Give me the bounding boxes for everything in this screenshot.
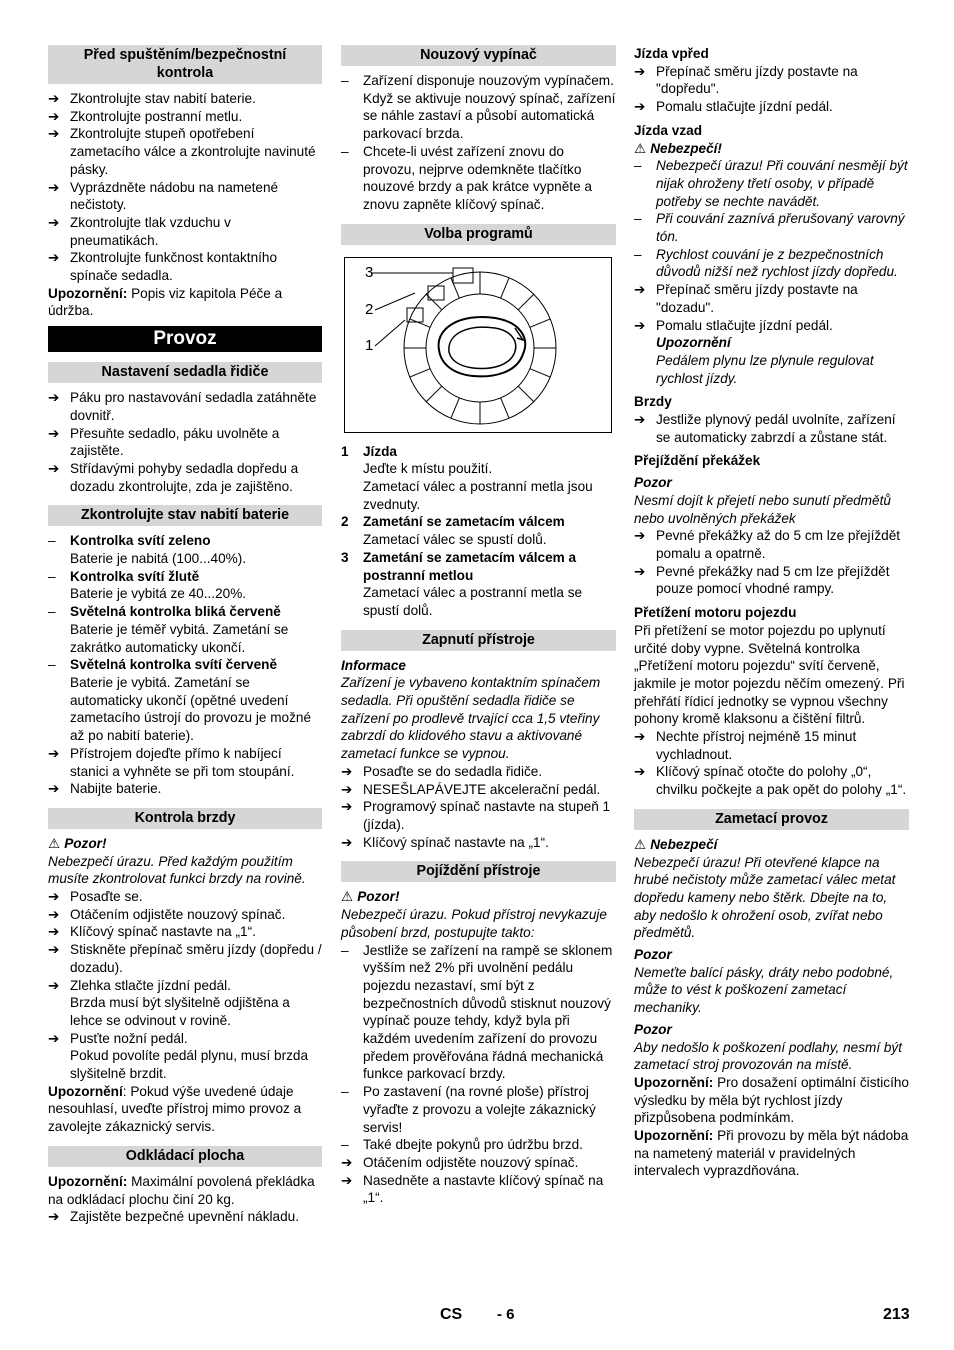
arrow-icon: ➔ — [48, 781, 60, 797]
item-text: Páku pro nastavování sedadla zatáhněte dovnitř. — [70, 390, 317, 423]
arrow-icon: ➔ — [48, 126, 60, 142]
warning-heading — [634, 140, 909, 158]
instruction-item — [48, 389, 322, 424]
item-text: Posaďte se do sedadla řidiče. — [363, 763, 543, 779]
dash-marker: – — [634, 246, 642, 262]
item-text: Chcete-li uvést zařízení znovu do provozu, nejprve odemkněte tlačítko nouzové brzdy a pak krátce vypněte a znovu zapněte klíčový spínač. — [363, 143, 592, 212]
warning-label: Pozor! — [64, 835, 107, 851]
note-paragraph — [48, 285, 322, 320]
item-text: Po zastavení (na rovné ploše) přístroj vyřaďte z provozu a volejte zákaznický servis! — [363, 1084, 596, 1135]
note-heading: Pozor — [634, 475, 672, 491]
instruction-item — [48, 249, 322, 284]
arrow-icon: ➔ — [634, 282, 646, 298]
arrow-icon: ➔ — [48, 924, 60, 940]
italic-note: Aby nedošlo k poškození podlahy, nesmí být zametací stroj provozován na místě. — [634, 1039, 903, 1073]
item-text: Přepínač směru jízdy postavte na "dopředu". — [656, 63, 858, 97]
instruction-item — [634, 98, 909, 116]
arrow-icon: ➔ — [341, 781, 353, 797]
dash-marker: – — [341, 942, 349, 958]
warning-triangle-icon: ⚠ — [48, 835, 61, 851]
item-text: Pusťte nožní pedál. — [70, 1030, 188, 1046]
column-2 — [341, 45, 616, 1207]
dash-marker: – — [48, 604, 56, 620]
list-item — [48, 603, 322, 621]
figure-label-2: 2 — [365, 300, 374, 318]
note-label: Upozornění — [48, 1083, 123, 1099]
item-text: Nechte přístroj nejméně 15 minut vychladnout. — [656, 729, 857, 762]
list-item — [48, 656, 322, 674]
item-text: NESEŠLAPÁVEJTE akcelerační pedál. — [363, 781, 601, 797]
instruction-item — [48, 745, 322, 780]
item-text: Vyprázdněte nádobu na nametené nečistoty. — [70, 179, 279, 213]
instruction-item — [48, 941, 322, 976]
arrow-icon: ➔ — [48, 1209, 60, 1225]
dash-marker: – — [341, 143, 349, 159]
instruction-item — [341, 1172, 616, 1207]
dash-marker: – — [341, 73, 349, 88]
subheading: Přetížení motoru pojezdu — [634, 605, 797, 621]
item-text: Posaďte se. — [70, 889, 143, 905]
instruction-item — [634, 763, 909, 798]
item-text: Při couvání zaznívá přerušovaný varovný tón. — [656, 211, 905, 245]
numbered-item — [341, 443, 616, 461]
arrow-icon: ➔ — [634, 729, 646, 745]
item-text: Zajistěte bezpečné upevnění nákladu. — [70, 1209, 299, 1225]
list-item — [634, 157, 909, 210]
footer-page-number: 213 — [883, 1306, 910, 1323]
instruction-item — [634, 411, 909, 446]
section-heading: Zametací provoz — [634, 809, 909, 830]
section-heading: Kontrola brzdy — [48, 808, 322, 829]
item-text: Zkontrolujte stav nabití baterie. — [70, 91, 256, 106]
instruction-item — [48, 179, 322, 214]
list-item — [634, 210, 909, 245]
instruction-item — [48, 977, 322, 995]
arrow-icon: ➔ — [48, 977, 60, 993]
section-heading: Nouzový vypínač — [341, 45, 616, 66]
item-number: 2 — [341, 514, 349, 530]
item-text: Klíčový spínač nastavte na „1“. — [363, 834, 549, 850]
instruction-item — [48, 425, 322, 460]
item-text: Zlehka stlačte jízdní pedál. — [70, 977, 231, 993]
item-text: Otáčením odjistěte nouzový spínač. — [363, 1154, 579, 1170]
arrow-icon: ➔ — [48, 889, 60, 905]
arrow-icon: ➔ — [48, 425, 60, 441]
instruction-item — [48, 125, 322, 178]
note-paragraph — [634, 1074, 909, 1127]
numbered-item — [341, 549, 616, 584]
italic-note: Nebezpečí úrazu. Pokud přístroj nevykazuje působení brzd, postupujte takto: — [341, 907, 607, 940]
arrow-icon: ➔ — [634, 63, 646, 79]
instruction-item — [48, 888, 322, 906]
instruction-item — [48, 90, 322, 108]
item-text: Pevné překážky nad 5 cm lze přejíždět pouze pomocí vhodné rampy. — [656, 563, 890, 597]
item-text: Zkontrolujte funkčnost kontaktního spínače sedadla. — [70, 250, 278, 284]
instruction-item — [341, 781, 616, 799]
arrow-icon: ➔ — [48, 250, 60, 266]
item-text: Přístrojem dojeďte přímo k nabíjecí stanici a vyhněte se při tom stoupání. — [70, 745, 295, 779]
item-text: Pomalu stlačujte jízdní pedál. — [656, 317, 833, 333]
chapter-heading: Provoz — [48, 326, 322, 352]
list-item — [341, 143, 616, 214]
indented-note: Pedálem plynu lze plynule regulovat rychlost jízdy. — [656, 352, 874, 386]
indented-text: Zametací válec a postranní metla se spustí dolů. — [363, 585, 583, 618]
note-text: Pro dosažení optimální čisticího výsledku by měla být rychlost jízdy přizpůsobena podmínkám. — [634, 1074, 909, 1126]
italic-note: Zařízení je vybaveno kontaktním spínačem sedadla. Při opuštění sedadla řidiče se zařízení po prodlevě trvající cca 1,5 vteřiny zabrzdí do klidového stavu a aktivované zametací funkce se vypnou. — [341, 675, 601, 762]
note-text: Maximální povolená překládka na odkládací plochu činí 20 kg. — [48, 1173, 315, 1207]
arrow-icon: ➔ — [48, 91, 60, 106]
item-text: Nasedněte a nastavte klíčový spínač na „1“. — [363, 1172, 604, 1206]
indented-text: Zametací válec se spustí dolů. — [363, 532, 547, 548]
note-text: : Pokud výše uvedené údaje nesouhlasí, uveďte přístroj mimo provoz a zavolejte zákaznický servis. — [48, 1083, 302, 1135]
note-paragraph — [48, 1173, 322, 1208]
item-text: Stiskněte přepínač směru jízdy (dopředu / dozadu). — [70, 942, 322, 975]
arrow-icon: ➔ — [48, 108, 60, 124]
numbered-item — [341, 513, 616, 531]
warning-triangle-icon: ⚠ — [634, 140, 647, 156]
item-text: Přesuňte sedadlo, páku uvolněte a zajistěte. — [70, 425, 280, 459]
item-text: Také dbejte pokynů pro údržbu brzd. — [363, 1137, 583, 1153]
footer-language: CS — [440, 1306, 463, 1323]
section-heading: Volba programů — [341, 224, 616, 245]
dash-marker: – — [341, 1084, 349, 1100]
list-item — [341, 942, 616, 1084]
list-item — [341, 72, 616, 143]
program-dial-illustration — [345, 258, 611, 432]
arrow-icon: ➔ — [341, 763, 353, 779]
list-item — [341, 1083, 616, 1136]
warning-label: Nebezpečí — [650, 836, 718, 852]
item-text: Kontrolka svítí žlutě — [70, 568, 200, 584]
instruction-item — [48, 906, 322, 924]
note-heading: Pozor — [634, 947, 672, 963]
dash-marker: – — [48, 657, 56, 673]
program-dial-figure — [344, 257, 612, 433]
dash-marker: – — [341, 1137, 349, 1153]
item-text: Otáčením odjistěte nouzový spínač. — [70, 906, 286, 922]
instruction-item — [634, 563, 909, 598]
instruction-item — [48, 214, 322, 249]
arrow-icon: ➔ — [634, 99, 646, 115]
list-item — [48, 568, 322, 586]
section-heading: Před spuštěním/bezpečnostní kontrola — [48, 45, 322, 84]
dash-marker: – — [634, 158, 642, 174]
instruction-item — [48, 460, 322, 495]
paragraph: Při přetížení se motor pojezdu po uplynutí určité doby vypne. Světelná kontrolka „Přetížení motoru pojezdu“ svítí červeně, jakmile je motor pojezdu něčím omezený. Při přehřátí řídicí jednotky se vypnou všechny pohony kromě klaksonu a čištění filtrů. — [634, 622, 905, 727]
note-label: Upozornění: — [48, 285, 128, 301]
instruction-item — [341, 798, 616, 833]
item-text: Klíčový spínač nastavte na „1“. — [70, 924, 256, 940]
instruction-item — [48, 923, 322, 941]
arrow-icon: ➔ — [341, 1172, 353, 1188]
column-1 — [48, 45, 322, 1226]
instruction-item — [634, 728, 909, 763]
item-text: Světelná kontrolka bliká červeně — [70, 604, 281, 620]
section-heading: Zkontrolujte stav nabití baterie — [48, 505, 322, 526]
arrow-icon: ➔ — [48, 460, 60, 476]
note-label: Upozornění: — [48, 1173, 128, 1189]
note-heading: Pozor — [634, 1021, 672, 1037]
indented-text: Baterie je téměř vybitá. Zametání se zakrátko automaticky ukončí. — [70, 621, 289, 655]
warning-heading — [634, 836, 909, 854]
item-text: Rychlost couvání je z bezpečnostních důvodů nižší než rychlost jízdy dopředu. — [656, 246, 898, 280]
item-text: Pomalu stlačujte jízdní pedál. — [656, 99, 833, 115]
indented-note-heading: Upozornění — [656, 335, 731, 351]
warning-label: Pozor! — [357, 889, 400, 905]
arrow-icon: ➔ — [634, 528, 646, 544]
indented-text: Jeďte k místu použití. — [363, 461, 493, 477]
section-heading: Pojíždění přístroje — [341, 861, 616, 882]
italic-note: Nebezpečí úrazu. Před každým použitím musíte zkontrolovat funkci brzdy na rovině. — [48, 853, 306, 887]
instruction-item — [634, 317, 909, 335]
item-text: Programový spínač nastavte na stupeň 1 (jízda). — [363, 799, 611, 832]
warning-heading — [341, 888, 616, 906]
column-3 — [634, 45, 909, 1180]
item-title: Jízda — [363, 443, 397, 459]
item-text: Jestliže plynový pedál uvolníte, zařízení se automaticky zabrzdí a zůstane stát. — [656, 412, 896, 445]
arrow-icon: ➔ — [48, 906, 60, 922]
warning-triangle-icon: ⚠ — [341, 889, 354, 905]
arrow-icon: ➔ — [341, 834, 353, 850]
item-text: Zařízení disponuje nouzovým vypínačem. Když se aktivuje nouzový spínač, zařízení se náhle zastaví a působí automatická parkovací brzda. — [363, 73, 616, 142]
arrow-icon: ➔ — [634, 563, 646, 579]
section-heading: Odkládací plocha — [48, 1146, 322, 1167]
item-text: Pevné překážky až do 5 cm lze přejíždět pomalu a opatrně. — [656, 528, 901, 561]
item-number: 1 — [341, 443, 349, 459]
item-text: Zkontrolujte postranní metlu. — [70, 108, 243, 124]
figure-label-1: 1 — [365, 336, 374, 354]
subheading: Brzdy — [634, 394, 672, 410]
item-text: Nabijte baterie. — [70, 781, 162, 797]
arrow-icon: ➔ — [48, 942, 60, 958]
indented-text: Baterie je vybitá. Zametání se automaticky ukončí (opětné uvedení zametacího ústrojí do provozu je možné až po nabití baterie). — [70, 674, 312, 744]
item-text: Světelná kontrolka svítí červeně — [70, 657, 278, 673]
note-text: Při provozu by měla být nádoba na nametený materiál v pravidelných intervalech vyprazdňována. — [634, 1128, 909, 1179]
indented-text: Brzda musí být slyšitelně odjištěna a lehce se odvinout v rovině. — [70, 995, 290, 1028]
arrow-icon: ➔ — [634, 317, 646, 333]
subheading: Jízda vpřed — [634, 46, 709, 61]
dash-marker: – — [634, 211, 642, 227]
list-item — [634, 246, 909, 281]
instruction-item — [634, 63, 909, 98]
warning-label: Nebezpečí! — [650, 140, 722, 156]
instruction-item — [48, 1208, 322, 1226]
indented-text: Baterie je nabitá (100...40%). — [70, 551, 247, 567]
dash-marker: – — [48, 568, 56, 584]
arrow-icon: ➔ — [48, 214, 60, 230]
instruction-item — [634, 281, 909, 316]
list-item — [341, 1136, 616, 1154]
instruction-item — [48, 1030, 322, 1048]
item-text: Klíčový spínač otočte do polohy „0“, chvilku počkejte a pak opět do polohy „1“. — [656, 764, 907, 798]
arrow-icon: ➔ — [634, 412, 646, 428]
arrow-icon: ➔ — [341, 1154, 353, 1170]
item-title: Zametání se zametacím válcem — [363, 514, 565, 530]
item-number: 3 — [341, 549, 349, 565]
note-paragraph — [48, 1083, 322, 1136]
item-text: Kontrolka svítí zeleno — [70, 533, 211, 549]
indented-text: Zametací válec a postranní metla jsou zvednuty. — [363, 479, 593, 512]
item-text: Zkontrolujte tlak vzduchu v pneumatikách. — [70, 214, 231, 248]
item-text: Přepínač směru jízdy postavte na "dozadu". — [656, 282, 858, 315]
italic-note: Nebezpečí úrazu! Při otevřené klapce na hrubé nečistoty může zametací válec metat dopředu kameny nebo štěrk. Dbejte na to, aby nedošlo k ohrožení osob, zvířat nebo předmětů. — [634, 854, 896, 941]
italic-note: Nemeťte balící pásky, dráty nebo podobné, může to vést k poškození zametací mechaniky. — [634, 964, 894, 1016]
note-paragraph — [634, 1127, 909, 1180]
note-heading: Informace — [341, 657, 406, 673]
arrow-icon: ➔ — [48, 745, 60, 761]
note-label: Upozornění: — [634, 1128, 714, 1144]
instruction-item — [634, 527, 909, 562]
instruction-item — [341, 763, 616, 781]
note-text: Popis viz kapitola Péče a údržba. — [48, 285, 283, 319]
item-text: Zkontrolujte stupeň opotřebení zametacího válce a zkontrolujte navinuté pásky. — [70, 126, 316, 177]
instruction-item — [341, 1154, 616, 1172]
note-label: Upozornění: — [634, 1074, 714, 1090]
warning-heading — [48, 835, 322, 853]
arrow-icon: ➔ — [634, 764, 646, 780]
item-title: Zametání se zametacím válcem a postranní metlou — [363, 549, 577, 583]
list-item — [48, 532, 322, 550]
dash-marker: – — [48, 533, 56, 549]
arrow-icon: ➔ — [48, 390, 60, 406]
item-text: Nebezpečí úrazu! Při couvání nesmějí být nijak ohroženy třetí osoby, v případě potřeby se nechte navádět. — [656, 158, 908, 209]
instruction-item — [48, 780, 322, 798]
instruction-item — [48, 108, 322, 126]
instruction-item — [341, 834, 616, 852]
arrow-icon: ➔ — [48, 179, 60, 195]
arrow-icon: ➔ — [48, 1030, 60, 1046]
indented-text: Pokud povolíte pedál plynu, musí brzda slyšitelně brzdit. — [70, 1048, 309, 1082]
item-text: Jestliže se zařízení na rampě se sklonem vyšším než 2% při uvolnění pedálu pojezdu nezastaví, smí být z bezpečnostních důvodů stisknut nouzový vypínač pouze tehdy, když byla při každém uvedením zařízení do provozu předem prověřována řádná mechanická funkce parkovací brzdy. — [363, 942, 613, 1082]
italic-note: Nesmí dojít k přejetí nebo sunutí předmětů nebo uvolněných překážek — [634, 492, 891, 526]
item-text: Střídavými pohyby sedadla dopředu a dozadu zkontrolujte, zda je zajištěno. — [70, 460, 299, 494]
section-heading: Zapnutí přístroje — [341, 630, 616, 651]
footer-page: - 6 — [497, 1306, 515, 1323]
indented-text: Baterie je vybitá ze 40...20%. — [70, 586, 247, 602]
subheading: Jízda vzad — [634, 122, 702, 138]
subheading: Přejíždění překážek — [634, 453, 761, 469]
arrow-icon: ➔ — [341, 799, 353, 815]
section-heading: Nastavení sedadla řidiče — [48, 362, 322, 383]
figure-label-3: 3 — [365, 263, 374, 281]
warning-triangle-icon: ⚠ — [634, 836, 647, 852]
